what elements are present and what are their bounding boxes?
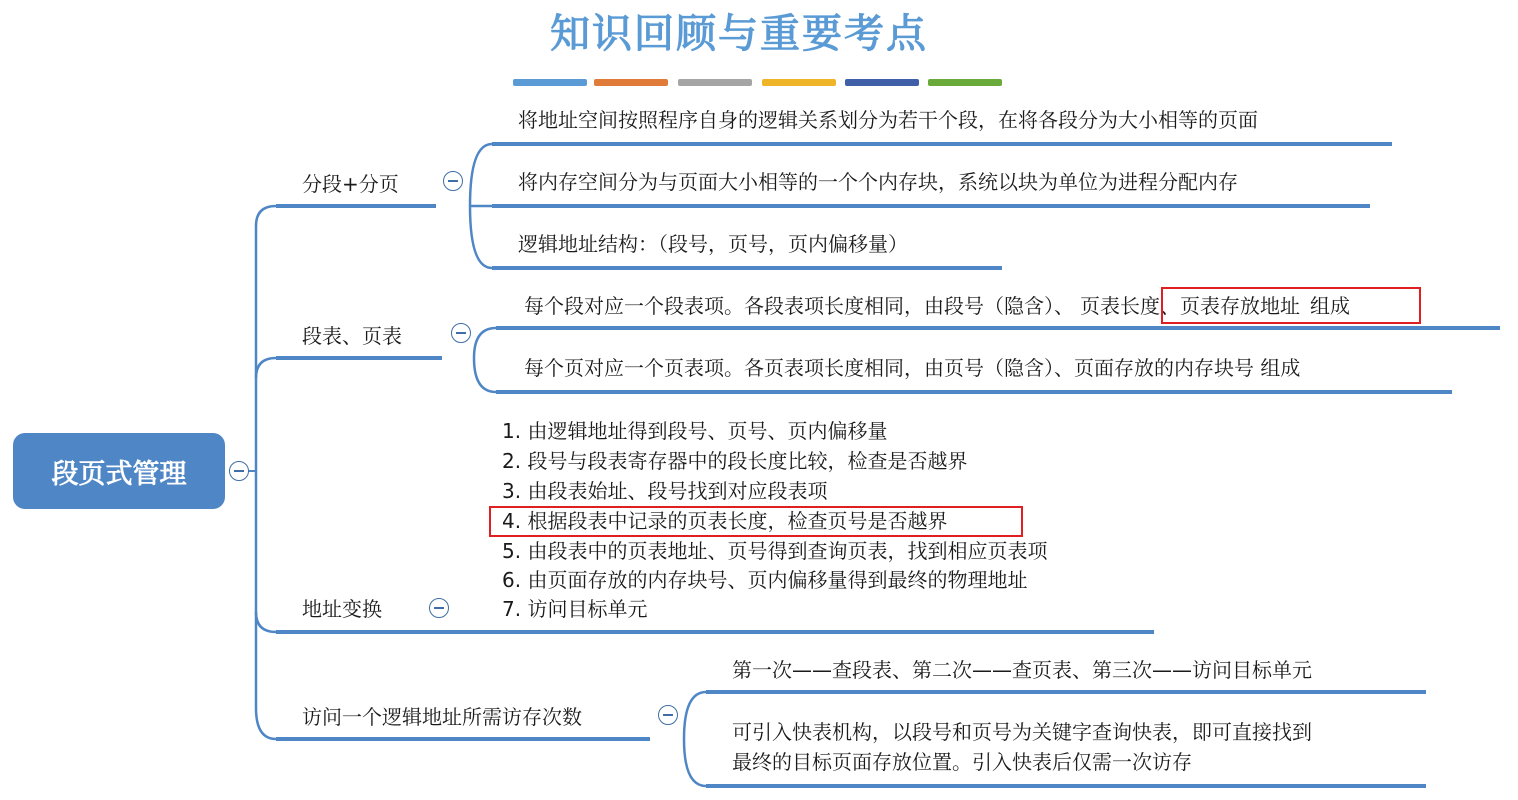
step-item: 1. 由逻辑地址得到段号、页号、页内偏移量: [502, 419, 888, 443]
branch-label-segment-paging[interactable]: 分段+分页: [302, 172, 399, 196]
node-text: 可引入快表机构，以段号和页号为关键字查询快表，即可直接找到: [732, 720, 1312, 744]
node-text: 第一次——查段表、第二次——查页表、第三次——访问目标单元: [732, 658, 1312, 682]
node-text: 将地址空间按照程序自身的逻辑关系划分为若干个段，在将各段分为大小相等的页面: [518, 108, 1258, 132]
highlight-text: 页表长度、页表存放地址: [1080, 294, 1300, 318]
branch-label-tables[interactable]: 段表、页表: [302, 324, 402, 348]
highlight-box: [1161, 287, 1421, 324]
step-item: 6. 由页面存放的内存块号、页内偏移量得到最终的物理地址: [502, 568, 1028, 592]
root-label: 段页式管理: [51, 458, 187, 490]
node-text-page-entry: 每个页对应一个页表项。各页表项长度相同，由页号（隐含）、页面存放的内存块号 组成: [524, 356, 1301, 380]
branch-label-address-translation[interactable]: 地址变换: [302, 597, 382, 621]
step-item: 2. 段号与段表寄存器中的段长度比较，检查是否越界: [502, 449, 968, 473]
node-text: 将内存空间分为与页面大小相等的一个个内存块，系统以块为单位为进程分配内存: [518, 170, 1238, 194]
node-text: 逻辑地址结构：（段号，页号，页内偏移量）: [518, 232, 908, 256]
page-title: 知识回顾与重要考点: [550, 10, 928, 57]
branch-label-memory-accesses[interactable]: 访问一个逻辑地址所需访存次数: [302, 705, 582, 729]
collapse-icon[interactable]: [658, 705, 678, 725]
collapse-icon[interactable]: [429, 598, 449, 618]
node-text-part: 每个段对应一个段表项。各段表项长度相同，由段号（隐含）、: [524, 294, 1074, 318]
step-item: 7. 访问目标单元: [502, 597, 648, 621]
root-node[interactable]: [13, 433, 225, 509]
node-text: 最终的目标页面存放位置。引入快表后仅需一次访存: [732, 750, 1192, 774]
collapse-icon[interactable]: [451, 323, 471, 343]
step-item: 4. 根据段表中记录的页表长度，检查页号是否越界: [502, 509, 948, 533]
collapse-icon[interactable]: [229, 461, 249, 481]
highlight-box: [489, 506, 1023, 537]
step-item: 5. 由段表中的页表地址、页号得到查询页表，找到相应页表项: [502, 539, 1048, 563]
node-text-part: 组成: [1310, 294, 1350, 318]
collapse-icon[interactable]: [443, 171, 463, 191]
step-item: 3. 由段表始址、段号找到对应段表项: [502, 479, 828, 503]
